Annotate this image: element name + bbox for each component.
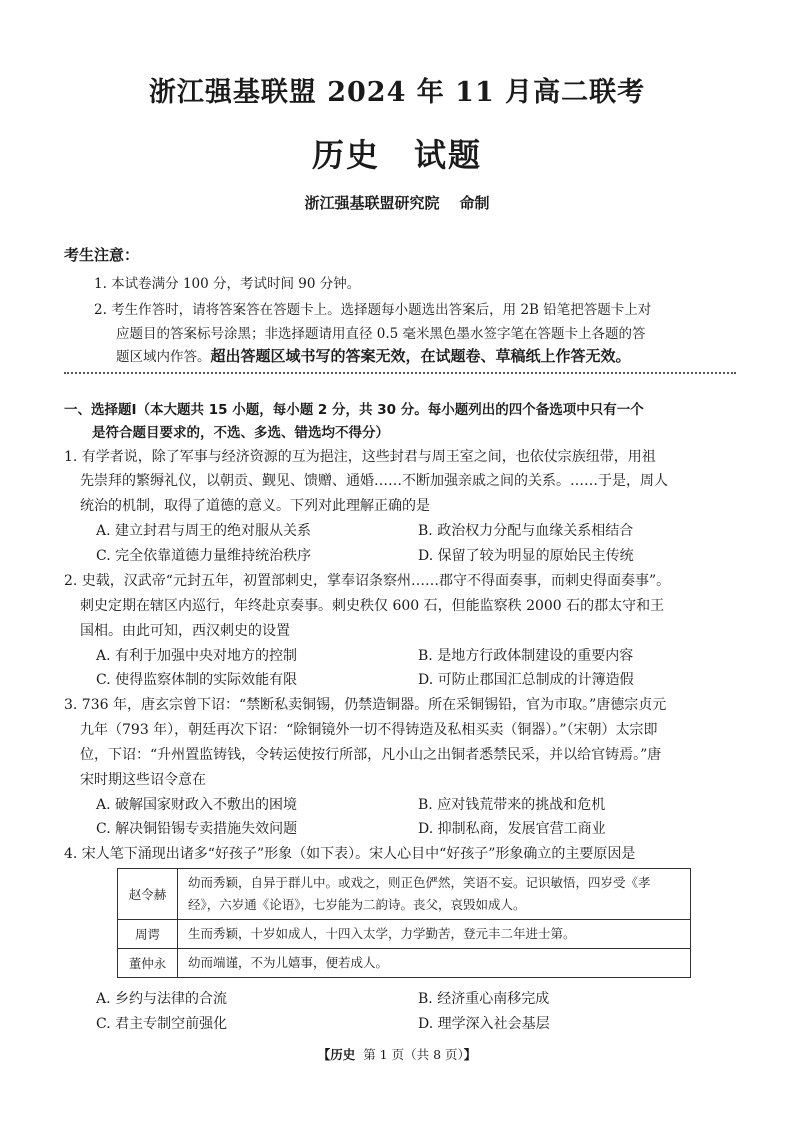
question-3-option-c[interactable]: C. 解决铜铅锡专卖措施失效问题 [96, 821, 298, 837]
question-4-line-1: 4. 宋人笔下涌现出诸多“好孩子”形象（如下表）。宋人心目中“好孩子”形象确立的主要原因是 [64, 846, 636, 862]
question-3-option-d[interactable]: D. 抑制私商，发展官营工商业 [418, 821, 606, 837]
table-cell-desc: 生而秀颖，十岁如成人，十四入太学，力学勤苦，登元丰二年进士第。 [178, 920, 691, 949]
notice-warning: 超出答题区域书写的答案无效，在试题卷、草稿纸上作答无效。 [210, 347, 631, 365]
notice-item-2-text: 题区域内作答。 [116, 349, 211, 365]
question-3-line-4: 宋时期这些诏令意在 [80, 772, 206, 788]
question-3-line-1: 3. 736 年，唐玄宗曾下诏：“禁断私卖铜锡，仍禁造铜器。所在采铜锡铅，官为市取。”唐德宗贞元 [64, 697, 667, 713]
question-3-line-3: 位，下诏：“升州置监铸钱，令转运使按行所部，凡小山之出铜者悉禁民采，并以给官铸焉。”唐 [80, 747, 662, 763]
question-2-line-2: 刺史定期在辖区内巡行，年终赴京奏事。刺史秩仅 600 石，但能监察秩 2000 石的郡太守和王 [80, 598, 665, 614]
compiler-org: 浙江强基联盟研究院 [304, 194, 440, 212]
question-4-option-b[interactable]: B. 经济重心南移完成 [418, 991, 550, 1007]
question-1-line-2: 先崇拜的繁缛礼仪，以朝贡、觐见、馈赠、通婚……不断加强亲戚之间的关系。……于是，周人 [80, 473, 668, 489]
question-1-line-3: 统治的机制，取得了道德的意义。下列对此理解正确的是 [80, 498, 430, 514]
compiler-role: 命制 [459, 194, 490, 212]
notice-heading: 考生注意： [64, 246, 140, 264]
page-footer [0, 1045, 794, 1063]
notice-item-2-line-2: 应题目的答案标号涂黑；非选择题请用直径 0.5 毫米黑色墨水签字笔在答题卡上各题的答 [116, 326, 646, 342]
question-1-line-1: 1. 有学者说，除了军事与经济资源的互为挹注，这些封君与周王室之间，也依仗宗族纽带，用祖 [64, 449, 656, 465]
question-2-option-c[interactable]: C. 使得监察体制的实际效能有限 [96, 672, 298, 688]
notice-item-2-line-1: 2. 考生作答时，请将答案答在答题卡上。选择题每小题选出答案后，用 2B 铅笔把答题卡上对 [94, 302, 652, 318]
table-cell-name: 周谔 [118, 920, 178, 949]
footer-open-bracket: 【 [317, 1047, 331, 1062]
question-3-option-b[interactable]: B. 应对钱荒带来的挑战和危机 [418, 797, 606, 813]
subject-name: 历史 [311, 136, 380, 174]
question-2-line-1: 2. 史载，汉武帝“元封五年，初置部刺史，掌奉诏条察州……郡守不得面奏事，而刺史得面奏事”。 [64, 573, 671, 589]
table-cell-name: 赵令赫 [118, 869, 178, 920]
question-2-line-3: 国相。由此可知，西汉刺史的设置 [80, 623, 290, 639]
compiler-line [0, 192, 794, 213]
notice-item-1: 1. 本试卷满分 100 分，考试时间 90 分钟。 [94, 276, 361, 292]
section-heading-line-2: 是符合题目要求的，不选、多选、错选均不得分） [92, 425, 389, 441]
question-3-line-2: 九年（793 年），朝廷再次下诏：“除铜镜外一切不得铸造及私相买卖（铜器）。”（宋朝）太宗即 [80, 722, 658, 738]
question-2-option-a[interactable]: A. 有利于加强中央对地方的控制 [96, 648, 298, 664]
notice-item-2-line-3 [116, 345, 631, 366]
table-row [118, 869, 691, 920]
question-1-option-c[interactable]: C. 完全依靠道德力量维持统治秩序 [96, 548, 312, 564]
section-heading-line-1: 一、选择题Ⅰ（本大题共 15 小题，每小题 2 分，共 30 分。每小题列出的四个备选项中只有一个 [64, 402, 644, 418]
question-1-option-a[interactable]: A. 建立封君与周王的绝对服从关系 [96, 523, 312, 539]
question-4-option-c[interactable]: C. 君主专制空前强化 [96, 1016, 228, 1032]
question-1-option-b[interactable]: B. 政治权力分配与血缘关系相结合 [418, 523, 634, 539]
footer-page-number: 第 1 页（共 8 页） [363, 1047, 464, 1062]
table-row [118, 949, 691, 978]
table-cell-name: 董仲永 [118, 949, 178, 978]
question-1-option-d[interactable]: D. 保留了较为明显的原始民主传统 [418, 548, 634, 564]
question-3-option-a[interactable]: A. 破解国家财政入不敷出的困境 [96, 797, 298, 813]
question-4-table [117, 868, 691, 978]
table-cell-desc: 幼而秀颖，自异于群儿中。或戏之，则正色俨然，笑语不妄。记识敏悟，四岁受《孝经》，六岁通《论语》，七岁能为二韵诗。丧父，哀毁如成人。 [178, 869, 691, 920]
question-2-option-b[interactable]: B. 是地方行政体制建设的重要内容 [418, 648, 634, 664]
table-row [118, 920, 691, 949]
question-4-option-d[interactable]: D. 理学深入社会基层 [418, 1016, 550, 1032]
footer-close-bracket: 】 [463, 1047, 477, 1062]
divider [64, 372, 736, 374]
question-4-option-a[interactable]: A. 乡约与法律的合流 [96, 991, 228, 1007]
subject-suffix: 试题 [414, 136, 483, 174]
footer-subject: 历史 [330, 1047, 356, 1062]
subject-title [0, 130, 794, 176]
exam-title: 浙江强基联盟 2024 年 11 月高二联考 [148, 77, 646, 108]
question-2-option-d[interactable]: D. 可防止郡国汇总制成的计簿造假 [418, 672, 634, 688]
table-cell-desc: 幼而端谨，不为儿嬉事，便若成人。 [178, 949, 691, 978]
